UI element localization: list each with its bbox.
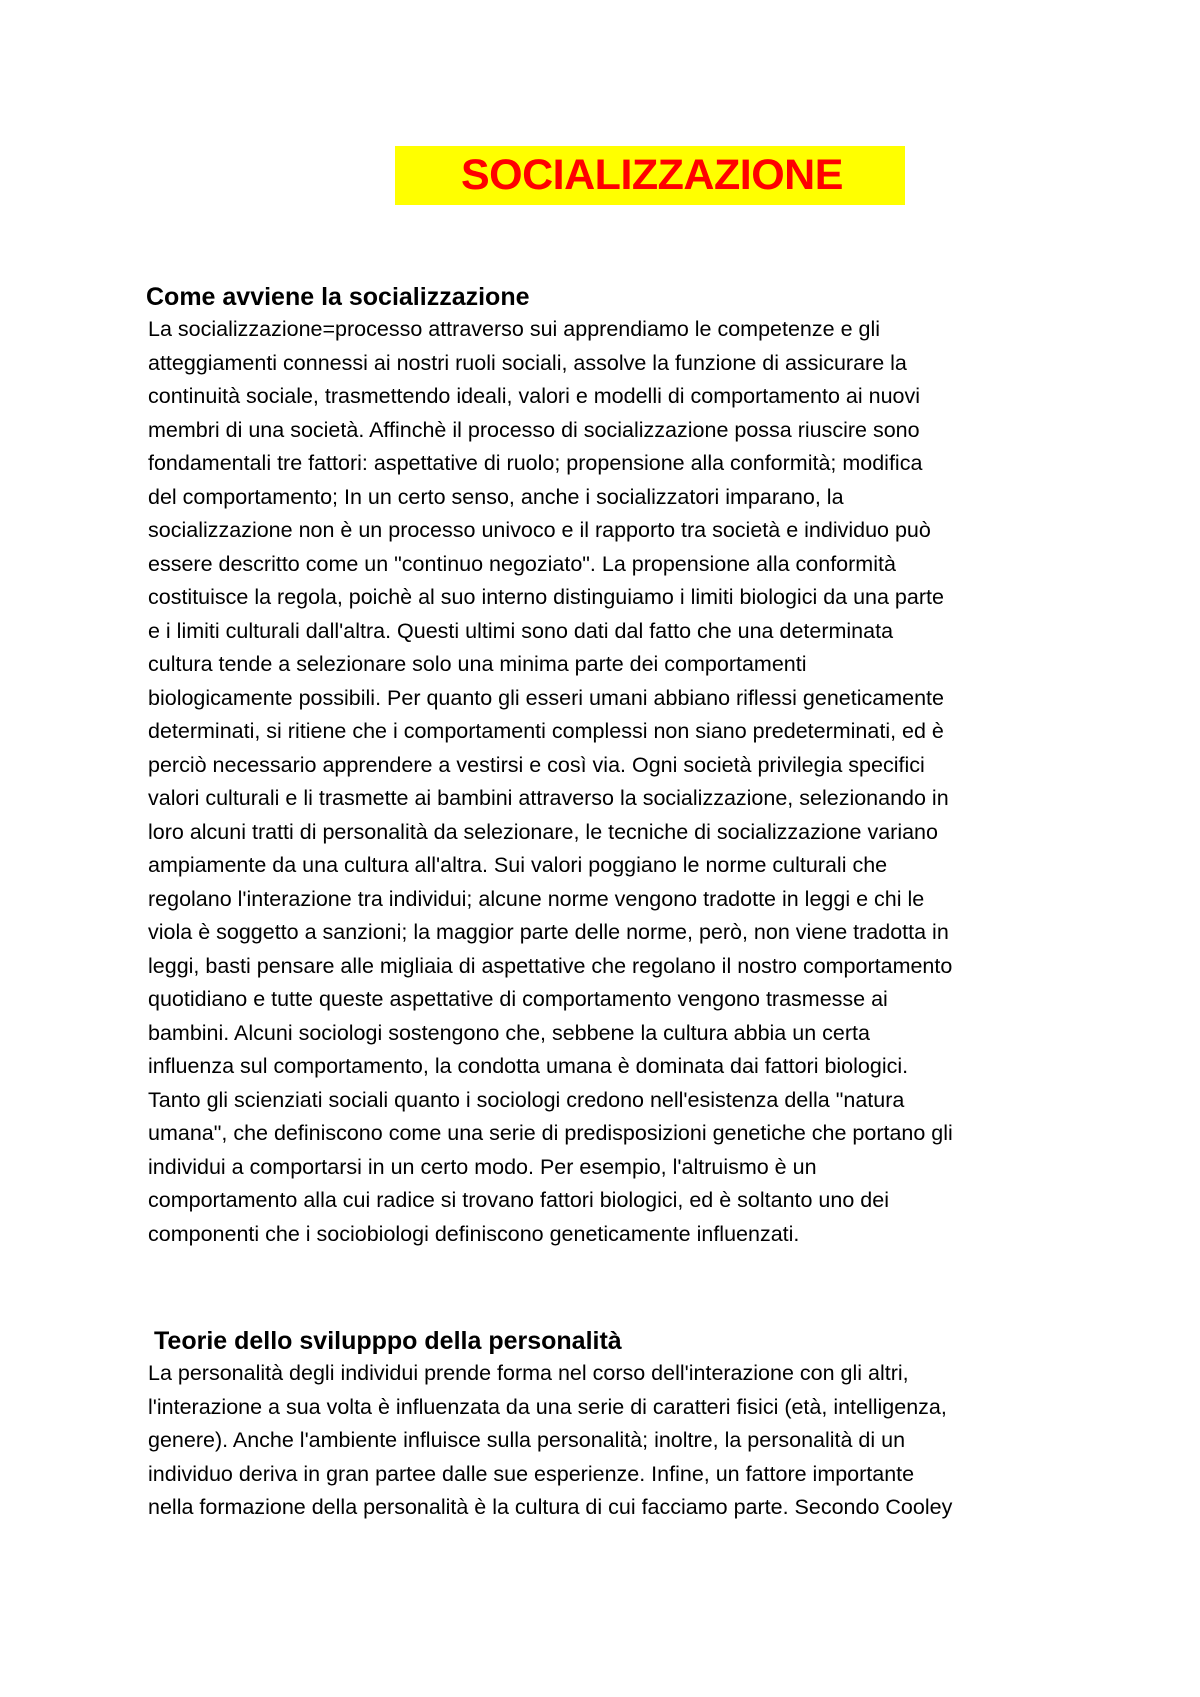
text-line: La socializzazione=processo attraverso sui apprendiamo le competenze e gli <box>148 317 881 341</box>
text-line: e i limiti culturali dall'altra. Questi ultimi sono dati dal fatto che una determinata <box>148 618 894 643</box>
text-line: valori culturali e li trasmette ai bambini attraverso la socializzazione, selezionando in <box>148 786 949 810</box>
title-highlight <box>395 146 905 205</box>
section-paragraph <box>146 1357 1066 1525</box>
text-line: fondamentali tre fattori: aspettative di ruolo; propensione alla conformità; modifica <box>148 451 923 475</box>
text-line: socializzazione non è un processo univoco e il rapporto tra società e individuo può <box>148 518 931 542</box>
text-line: quotidiano e tutte queste aspettative di comportamento vengono trasmesse ai <box>148 987 888 1011</box>
text-line: genere). Anche l'ambiente influisce sulla personalità; inoltre, la personalità di un <box>148 1428 906 1452</box>
section-heading: Come avviene la socializzazione <box>146 283 530 311</box>
text-line: l'interazione a sua volta è influenzata da una serie di caratteri fisici (età, intelligenza, <box>148 1394 947 1419</box>
text-line: individui a comportarsi in un certo modo. Per esempio, l'altruismo è un <box>148 1154 817 1179</box>
text-line: membri di una società. Affinchè il processo di socializzazione possa riuscire sono <box>148 417 920 442</box>
text-line: componenti che i sociobiologi definiscono geneticamente influenzati. <box>148 1221 800 1246</box>
text-line: umana", che definiscono come una serie di predisposizioni genetiche che portano gli <box>148 1121 953 1145</box>
text-line: atteggiamenti connessi ai nostri ruoli sociali, assolve la funzione di assicurare la <box>148 350 907 375</box>
text-line: del comportamento; In un certo senso, anche i socializzatori imparano, la <box>148 484 844 509</box>
text-line: La personalità degli individui prende forma nel corso dell'interazione con gli altri, <box>148 1361 909 1385</box>
section-come-avviene <box>146 281 1066 1251</box>
text-line: perciò necessario apprendere a vestirsi e così via. Ogni società privilegia specifici <box>148 752 925 777</box>
text-line: individuo deriva in gran partee dalle sue esperienze. Infine, un fattore importante <box>148 1461 915 1486</box>
text-line: leggi, basti pensare alle migliaia di aspettative che regolano il nostro comportamento <box>148 953 953 978</box>
section-teorie-sviluppo <box>146 1325 1066 1525</box>
text-line: loro alcuni tratti di personalità da selezionare, le tecniche di socializzazione variano <box>148 819 938 844</box>
text-line: comportamento alla cui radice si trovano fattori biologici, ed è soltanto uno dei <box>148 1188 889 1212</box>
text-line: bambini. Alcuni sociologi sostengono che, sebbene la cultura abbia un certa <box>148 1020 870 1045</box>
text-line: ampiamente da una cultura all'altra. Sui valori poggiano le norme culturali che <box>148 853 888 877</box>
section-paragraph <box>146 313 1066 1251</box>
text-line: biologicamente possibili. Per quanto gli esseri umani abbiano riflessi geneticamente <box>148 685 944 710</box>
text-line: essere descritto come un "continuo negoziato". La propensione alla conformità <box>148 551 896 576</box>
section-heading: Teorie dello svilupppo della personalità <box>154 1327 622 1355</box>
text-line: nella formazione della personalità è la cultura di cui facciamo parte. Secondo Cooley <box>148 1495 953 1519</box>
text-line: Tanto gli scienziati sociali quanto i sociologi credono nell'esistenza della "natura <box>148 1087 905 1112</box>
text-line: influenza sul comportamento, la condotta umana è dominata dai fattori biologici. <box>148 1054 909 1078</box>
text-line: cultura tende a selezionare solo una minima parte dei comportamenti <box>148 652 807 676</box>
text-line: continuità sociale, trasmettendo ideali, valori e modelli di comportamento ai nuovi <box>148 384 921 408</box>
text-line: determinati, si ritiene che i comportamenti complessi non siano predeterminati, ed è <box>148 719 944 743</box>
text-line: regolano l'interazione tra individui; alcune norme vengono tradotte in leggi e chi le <box>148 886 925 911</box>
text-line: costituisce la regola, poichè al suo interno distinguiamo i limiti biologici da una parte <box>148 585 944 609</box>
text-line: viola è soggetto a sanzioni; la maggior parte delle norme, però, non viene tradotta in <box>148 920 949 944</box>
document-title: SOCIALIZZAZIONE <box>461 151 843 199</box>
